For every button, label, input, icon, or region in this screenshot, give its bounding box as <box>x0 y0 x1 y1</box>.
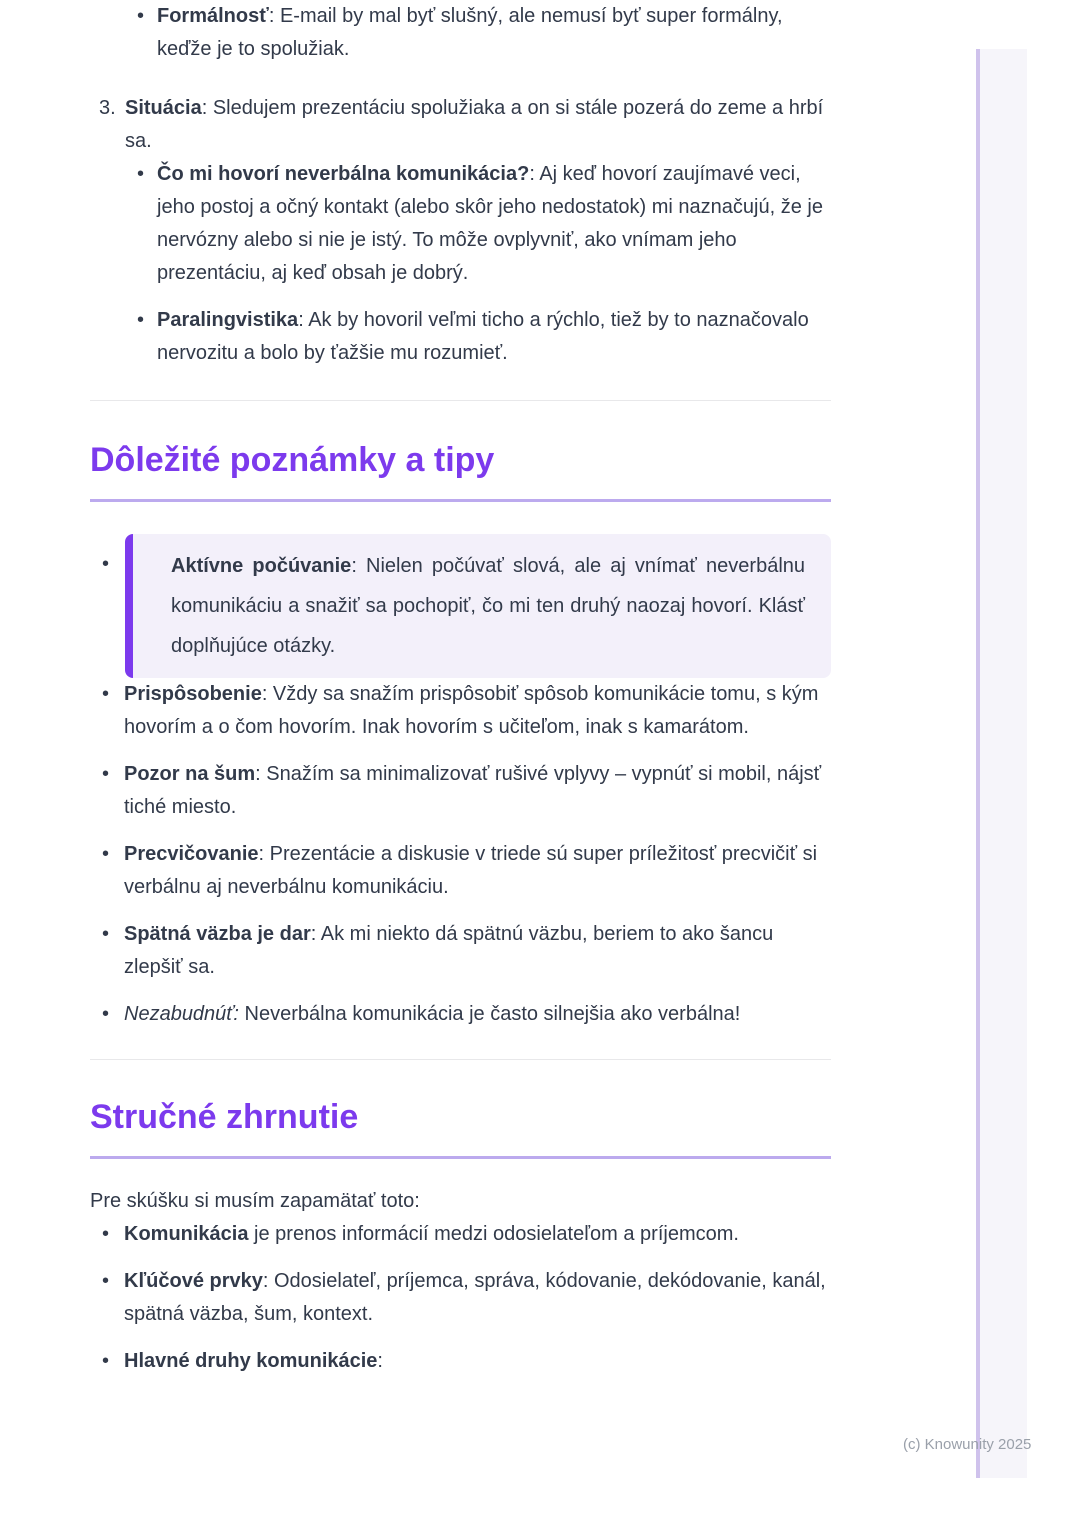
item-bold-lead: Situácia <box>125 97 202 119</box>
summary-intro-text: Pre skúšku si musím zapamätať toto: <box>90 1190 420 1212</box>
document-content <box>90 0 831 1378</box>
list-item-text <box>124 683 818 738</box>
situation-points-list <box>90 158 831 370</box>
list-item-text <box>124 1350 383 1372</box>
item-rest-text: : Odosielateľ, príjemca, správa, kódovanie, dekódovanie, kanál, spätná väzba, šum, kontext. <box>124 1270 826 1325</box>
bullet-marker: • <box>102 923 110 945</box>
item-rest-text: Neverbálna komunikácia je často silnejšia ako verbálna! <box>238 1003 741 1025</box>
item-bold-lead: Komunikácia <box>124 1223 249 1245</box>
item-rest-text: : Ak mi niekto dá spätnú väzbu, beriem to ako šancu zlepšiť sa. <box>124 923 774 978</box>
bullet-marker: • <box>102 1350 110 1372</box>
item-rest-text: : Snažím sa minimalizovať rušivé vplyvy – vypnúť si mobil, nájsť tiché miesto. <box>124 763 822 818</box>
item-italic-lead: Nezabudnúť: <box>124 1003 239 1025</box>
item-bold-lead: Pozor na šum <box>124 763 256 785</box>
list-item-text <box>157 309 809 364</box>
item-rest-text: : Vždy sa snažím prispôsobiť spôsob komunikácie tomu, s kým hovorím a o čom hovorím. Inak hovorím s učiteľom, inak s kamarátom. <box>124 683 819 738</box>
page-edge-band <box>976 49 1027 1478</box>
list-item-text <box>124 923 773 978</box>
numbered-item-situacia <box>90 92 831 158</box>
tips-list <box>90 678 831 1031</box>
list-item-text <box>124 1003 740 1025</box>
list-item-text <box>124 1223 739 1245</box>
list-item-text <box>125 97 823 152</box>
bullet-marker: • <box>102 683 110 705</box>
list-item-hlavne-druhy <box>90 1345 831 1378</box>
bullet-marker: • <box>102 1270 110 1292</box>
item-bold-lead: Čo mi hovorí neverbálna komunikácia? <box>157 163 530 185</box>
list-item-nonverbal <box>90 158 831 290</box>
list-item-prisposobenie <box>90 678 831 744</box>
item-bold-lead: Hlavné druhy komunikácie <box>124 1350 378 1372</box>
callout-list-item <box>90 534 831 678</box>
item-bold-lead: Prispôsobenie <box>124 683 262 705</box>
list-item-text <box>124 763 821 818</box>
item-bold-lead: Kľúčové prvky <box>124 1270 263 1292</box>
list-item-paralinguistics <box>90 304 831 370</box>
item-rest-text: : <box>377 1350 383 1372</box>
section-divider <box>90 1059 831 1060</box>
item-bold-lead: Paralingvistika <box>157 309 299 331</box>
bullet-marker: • <box>102 843 110 865</box>
item-rest-text: : Ak by hovoril veľmi ticho a rýchlo, tiež by to naznačovalo nervozitu a bolo by ťažšie mu rozumieť. <box>157 309 809 364</box>
item-rest-text: : E-mail by mal byť slušný, ale nemusí byť super formálny, keďže je to spolužiak. <box>157 5 783 60</box>
summary-list <box>90 1218 831 1378</box>
list-item-nezabudnut <box>90 998 831 1031</box>
bullet-marker: • <box>102 553 110 575</box>
email-notes-list <box>90 0 831 66</box>
list-item-text <box>124 1270 826 1325</box>
item-bold-lead: Aktívne počúvanie <box>171 555 352 577</box>
bullet-marker: • <box>102 1003 110 1025</box>
bullet-marker: • <box>102 1223 110 1245</box>
list-number: 3. <box>99 97 116 119</box>
list-item-text <box>157 5 783 60</box>
list-item-pozor-na-sum <box>90 758 831 824</box>
item-bold-lead: Spätná väzba je dar <box>124 923 311 945</box>
item-bold-lead: Precvičovanie <box>124 843 259 865</box>
list-item-text <box>157 163 823 284</box>
list-item-formalnost <box>90 0 831 66</box>
list-item-komunikacia <box>90 1218 831 1251</box>
bullet-marker: • <box>102 763 110 785</box>
tips-section-heading: Dôležité poznámky a tipy <box>90 437 831 502</box>
item-rest-text: : Sledujem prezentáciu spolužiaka a on si stále pozerá do zeme a hrbí sa. <box>125 97 824 152</box>
section-divider <box>90 400 831 401</box>
item-rest-text: je prenos informácií medzi odosielateľom a príjemcom. <box>248 1223 739 1245</box>
summary-section-heading: Stručné zhrnutie <box>90 1094 831 1159</box>
item-rest-text: : Aj keď hovorí zaujímavé veci, jeho postoj a očný kontakt (alebo skôr jeho nedostatok) mi naznačujú, že je nervózny alebo si nie je istý. To môže ovplyvniť, ako vnímam jeho prezentáciu, aj keď obsah je dobrý. <box>157 163 823 284</box>
list-item-klucove-prvky <box>90 1265 831 1331</box>
item-bold-lead: Formálnosť <box>157 5 269 27</box>
list-item-spatna-vazba <box>90 918 831 984</box>
item-rest-text: : Prezentácie a diskusie v triede sú super príležitosť precvičiť si verbálnu aj neverbálnu komunikáciu. <box>124 843 818 898</box>
copyright-notice: (c) Knowunity 2025 <box>903 1436 1032 1453</box>
list-item-precvicovanie <box>90 838 831 904</box>
item-rest-text: : Nielen počúvať slová, ale aj vnímať neverbálnu komunikáciu a snažiť sa pochopiť, čo mi ten druhý naozaj hovorí. Klásť doplňujúce otázky. <box>171 555 806 657</box>
bullet-marker: • <box>137 309 145 331</box>
bullet-marker: • <box>137 5 145 27</box>
bullet-marker: • <box>137 163 145 185</box>
highlight-callout <box>125 534 831 678</box>
list-item-text <box>124 843 817 898</box>
